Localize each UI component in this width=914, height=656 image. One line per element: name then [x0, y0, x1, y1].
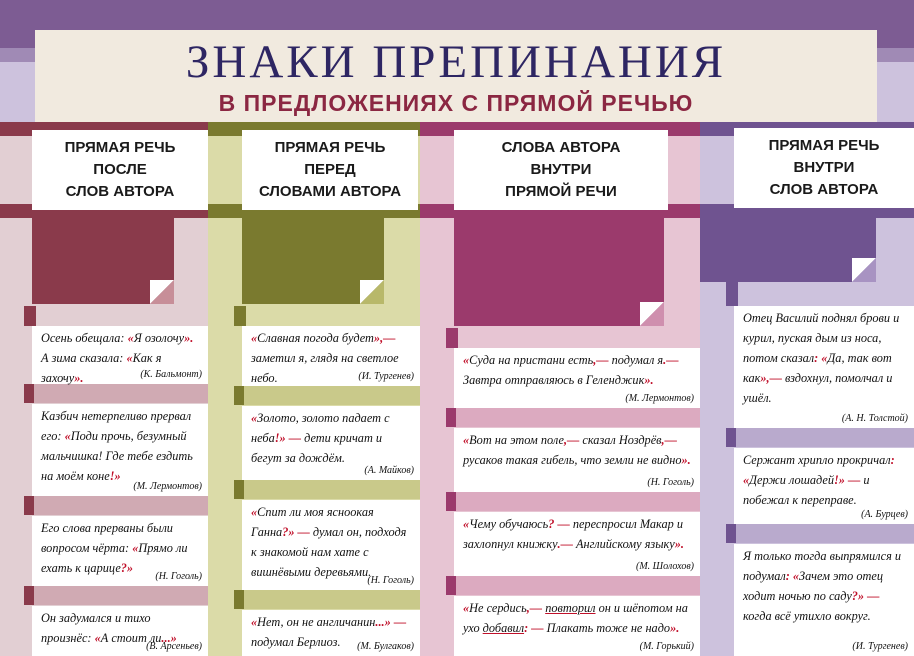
example-card: Он задумался и тихо произнёс: «А стоит ли...» (В. Арсеньев) [32, 606, 208, 656]
heading-line: СЛОВА АВТОРА [501, 139, 621, 156]
heading-line: ПРЯМАЯ РЕЧЬ [768, 137, 880, 154]
example-card: Я только тогда выпрямился и подумал: «Зачем это отец ходит ночью по саду?» — когда всё утихло вокруг. (И. Тургенев) [734, 544, 914, 656]
separator-strip [446, 492, 700, 511]
example-card: Казбич нетерпеливо прервал его: «Поди прочь, безумный мальчишка! Где тебе ездить на моём коне!» (М. Лермонтов) [32, 404, 208, 496]
example-source: (А. Н. Толстой) [841, 413, 908, 424]
separator-strip [726, 524, 914, 543]
separator-strip [234, 590, 420, 609]
example-card: «Золото, золото падает с неба!» — дети кричат и бегут за дождём. (А. Майков) [242, 406, 420, 480]
example-source: (М. Горький) [639, 641, 694, 652]
column-heading-3 [454, 130, 668, 210]
example-source: (Н. Гоголь) [647, 477, 694, 488]
separator-marker [446, 328, 458, 348]
separator-strip [234, 480, 420, 499]
separator-marker [24, 586, 34, 605]
example-card: «Вот на этом поле,— сказал Ноздрёв,— русаков такая гибель, что земли не видно». (Н. Гоголь) [454, 428, 700, 492]
heading-line: ПОСЛЕ [93, 161, 147, 178]
column-heading-1 [32, 130, 208, 210]
separator-strip [24, 496, 208, 515]
column-color-block-3 [454, 218, 664, 326]
example-card: «Суда на пристани есть,— подумал я.— Завтра отправляюсь в Геленджик». (М. Лермонтов) [454, 348, 700, 408]
example-card: «Спит ли моя ясноокая Ганна?» — думал он, подходя к знакомой нам хате с вишнёвыми деревьями. (Н. Гоголь) [242, 500, 420, 590]
example-card: «Не сердись,— повторил он и шёпотом на ухо добавил: — Плакать тоже не надо». (М. Горький) [454, 596, 700, 656]
separator-strip [726, 428, 914, 447]
separator-marker [726, 282, 738, 306]
example-card: Осень обещала: «Я озолочу». А зима сказала: «Как я захочу». (К. Бальмонт) [32, 326, 208, 384]
example-source: (А. Майков) [364, 465, 414, 476]
example-source: (М. Лермонтов) [625, 393, 694, 404]
page-subtitle: В ПРЕДЛОЖЕНИЯХ С ПРЯМОЙ РЕЧЬЮ [218, 90, 694, 116]
heading-line: ПЕРЕД [304, 161, 356, 178]
separator-marker [24, 306, 36, 326]
example-card: Сержант хрипло прокричал: «Держи лошадей!» — и побежал к переправе. (А. Бурцев) [734, 448, 914, 524]
example-source: (И. Тургенев) [358, 371, 414, 382]
example-card: Отец Василий поднял брови и курил, пуская дым из носа, потом сказал: «Да, так вот как»,— вздохнул, помолчал и ушёл. (А. Н. Толстой) [734, 306, 914, 428]
example-source: (М. Шолохов) [636, 561, 694, 572]
example-card: «Нет, он не англичанин...» — подумал Берлиоз. (М. Булгаков) [242, 610, 420, 656]
separator-marker [446, 492, 456, 511]
example-source: (Н. Гоголь) [367, 575, 414, 586]
separator-strip [24, 586, 208, 605]
heading-line: ВНУТРИ [793, 159, 855, 176]
separator-marker [234, 306, 246, 326]
separator-marker [726, 428, 736, 447]
separator-marker [446, 576, 456, 595]
separator-strip [446, 576, 700, 595]
example-source: (И. Тургенев) [852, 641, 908, 652]
separator-marker [726, 524, 736, 543]
example-card: «Чему обучаюсь? — переспросил Макар и захлопнул книжку.— Английскому языку». (М. Шолохов) [454, 512, 700, 576]
separator-marker [234, 480, 244, 499]
column-color-block-4 [700, 218, 876, 282]
separator-strip [446, 408, 700, 427]
example-source: (М. Лермонтов) [133, 481, 202, 492]
heading-line: ВНУТРИ [530, 161, 592, 178]
separator-marker [24, 384, 34, 403]
page-title: ЗНАКИ ПРЕПИНАНИЯ [185, 36, 727, 88]
separator-marker [234, 386, 244, 405]
example-source: (Н. Гоголь) [155, 571, 202, 582]
example-card: Его слова прерваны были вопросом чёрта: «Прямо ли ехать к царице?» (Н. Гоголь) [32, 516, 208, 586]
separator-strip [234, 386, 420, 405]
column-heading-4 [734, 128, 914, 208]
example-card: «Славная погода будет»,— заметил я, глядя на светлое небо. (И. Тургенев) [242, 326, 420, 386]
heading-line: ПРЯМАЯ РЕЧЬ [274, 139, 386, 156]
separator-marker [24, 496, 34, 515]
separator-marker [234, 590, 244, 609]
example-source: (К. Бальмонт) [140, 369, 202, 380]
example-source: (А. Бурцев) [861, 509, 908, 520]
heading-line: СЛОВ АВТОРА [769, 181, 879, 198]
example-source: (М. Булгаков) [357, 641, 414, 652]
example-source: (В. Арсеньев) [146, 641, 202, 652]
column-heading-2 [242, 130, 418, 210]
heading-line: ПРЯМАЯ РЕЧЬ [64, 139, 176, 156]
heading-line: ПРЯМОЙ РЕЧИ [505, 183, 617, 200]
heading-line: СЛОВАМИ АВТОРА [258, 183, 402, 200]
heading-line: СЛОВ АВТОРА [65, 183, 175, 200]
separator-marker [446, 408, 456, 427]
